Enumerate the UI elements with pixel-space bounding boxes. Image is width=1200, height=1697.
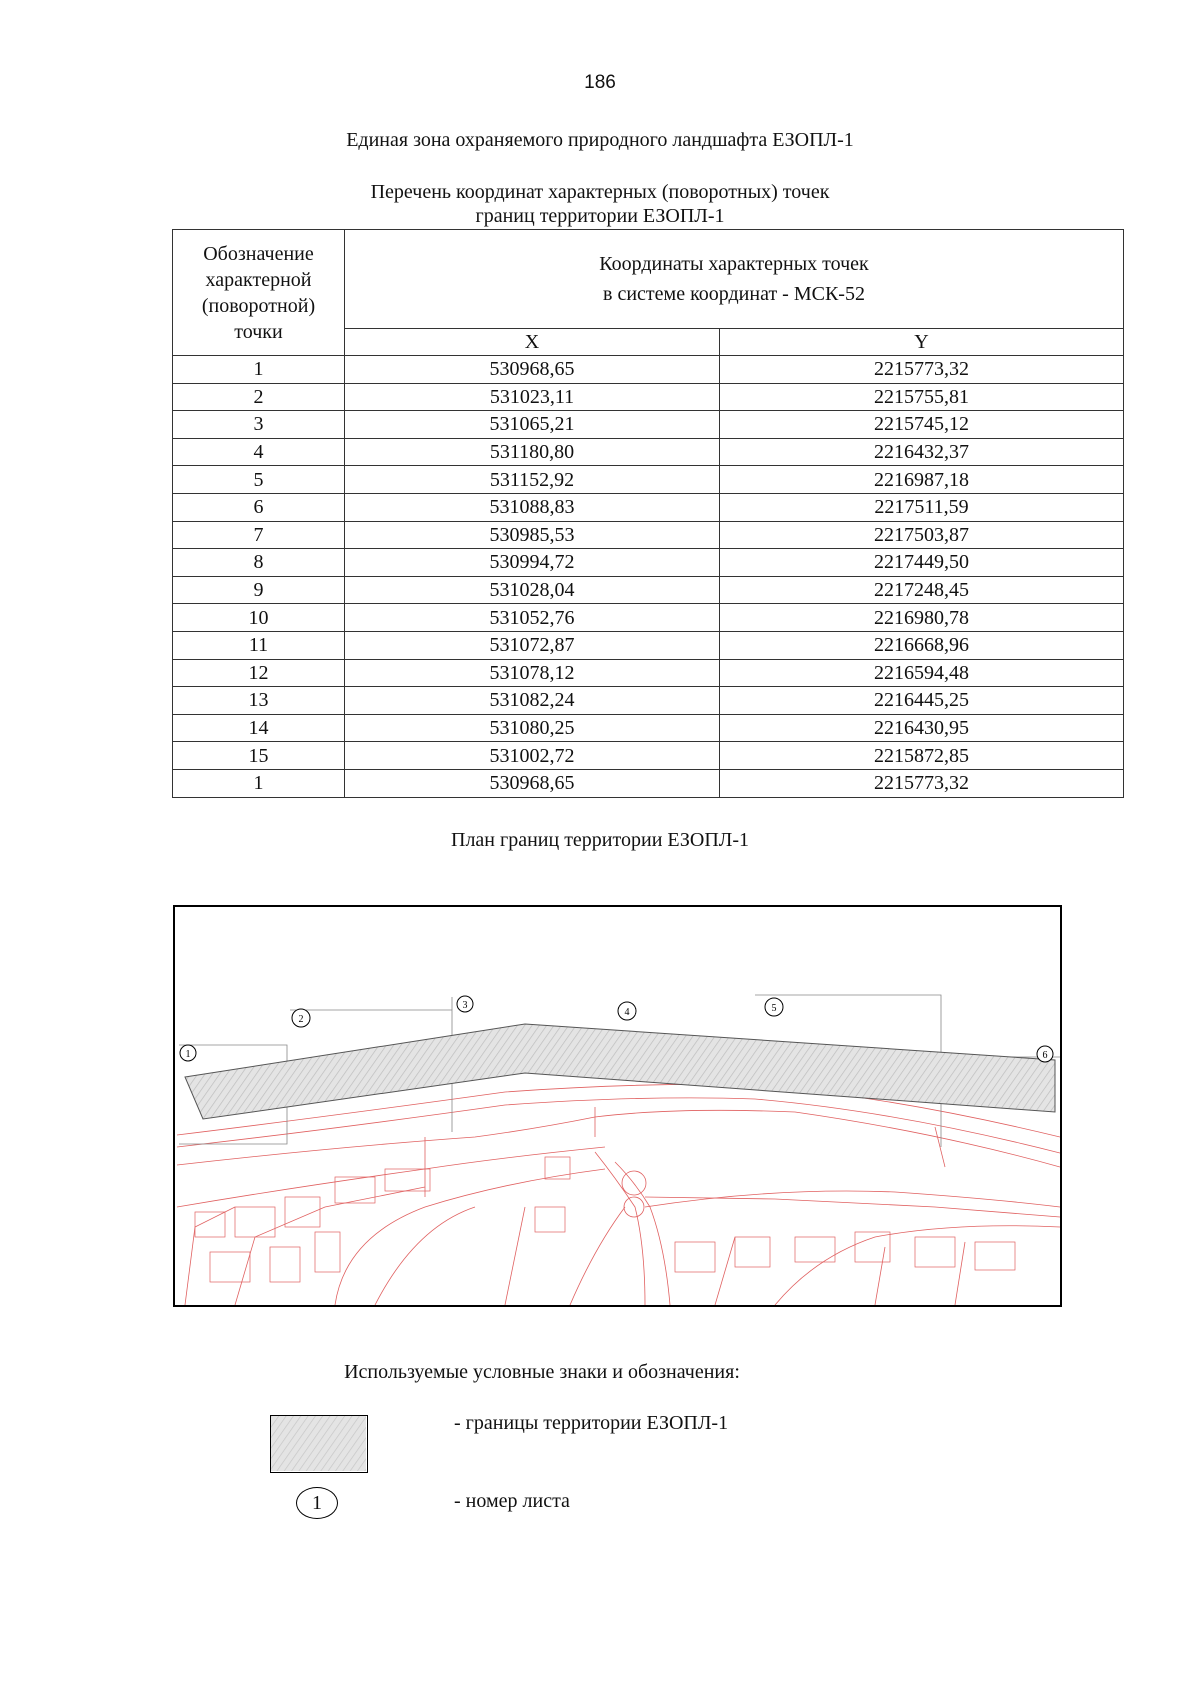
header-coords-line1: Координаты характерных точек [599,253,869,275]
cell-y: 2216668,96 [720,631,1124,659]
coordinates-table [172,229,1124,798]
table-row [173,687,1124,715]
cell-y: 2215745,12 [720,411,1124,439]
cell-x: 531088,83 [345,493,720,521]
table-row [173,604,1124,632]
list-title-line1: Перечень координат характерных (поворотных) точек [370,181,830,203]
cell-x: 531072,87 [345,631,720,659]
header-designation [173,230,345,356]
map-drawing [175,907,1060,1305]
cell-x: 530968,65 [345,356,720,384]
cell-point: 7 [173,521,345,549]
header-coords-line2: в системе координат - МСК-52 [603,283,865,305]
header-y: Y [720,329,1124,356]
legend-sheet-label: - номер листа [454,1490,570,1512]
table-row [173,631,1124,659]
cadastral-parcels [195,1157,1015,1282]
cell-y: 2217503,87 [720,521,1124,549]
legend-title: Используемые условные знаки и обозначения: [344,1361,740,1383]
cell-point: 9 [173,576,345,604]
table-row [173,714,1124,742]
cell-y: 2217511,59 [720,493,1124,521]
table-row [173,521,1124,549]
cell-x: 531152,92 [345,466,720,494]
header-x: X [345,329,720,356]
sheet-marker-label: 5 [771,1003,777,1014]
table-row [173,549,1124,577]
coordinates-body [173,356,1124,798]
cell-x: 531065,21 [345,411,720,439]
sheet-marker-label: 1 [185,1049,191,1060]
cell-point: 6 [173,493,345,521]
legend-boundary-label: - границы территории ЕЗОПЛ-1 [454,1412,729,1434]
list-title-line2: границ территории ЕЗОПЛ-1 [475,205,725,227]
cell-point: 5 [173,466,345,494]
boundary-plan-map [173,905,1062,1307]
header-coordinates [345,230,1124,329]
page-number: 186 [584,72,616,93]
cell-point: 15 [173,742,345,770]
table-row [173,576,1124,604]
cell-y: 2217449,50 [720,549,1124,577]
sheet-marker-4 [618,1002,636,1020]
cell-x: 530994,72 [345,549,720,577]
cell-x: 530985,53 [345,521,720,549]
sheet-marker-label: 3 [462,1000,468,1011]
zone-title: Единая зона охраняемого природного ландшафта ЕЗОПЛ-1 [346,129,854,151]
cell-x: 531028,04 [345,576,720,604]
cell-y: 2215755,81 [720,383,1124,411]
cell-point: 11 [173,631,345,659]
table-row [173,411,1124,439]
cell-x: 531023,11 [345,383,720,411]
cell-point: 2 [173,383,345,411]
cell-y: 2215872,85 [720,742,1124,770]
cell-x: 531082,24 [345,687,720,715]
table-row [173,383,1124,411]
cell-point: 8 [173,549,345,577]
plan-title: План границ территории ЕЗОПЛ-1 [451,829,749,851]
table-row [173,356,1124,384]
table-row [173,769,1124,797]
cell-point: 1 [173,356,345,384]
cadastral-lines [177,1084,1060,1305]
table-row [173,466,1124,494]
cell-x: 531078,12 [345,659,720,687]
cell-x: 530968,65 [345,769,720,797]
cell-point: 10 [173,604,345,632]
table-row [173,742,1124,770]
cell-y: 2216987,18 [720,466,1124,494]
cell-x: 531180,80 [345,438,720,466]
cell-y: 2216980,78 [720,604,1124,632]
table-row [173,659,1124,687]
cell-y: 2217248,45 [720,576,1124,604]
sheet-marker-5 [765,998,783,1016]
sheet-marker-1 [180,1045,196,1061]
cell-point: 13 [173,687,345,715]
legend-boundary-swatch [270,1415,368,1473]
legend-sheet-symbol: 1 [296,1487,338,1519]
cell-point: 4 [173,438,345,466]
cell-y: 2216432,37 [720,438,1124,466]
cell-point: 14 [173,714,345,742]
protected-zone-polygon [185,1024,1055,1119]
sheet-marker-label: 4 [624,1007,630,1018]
cell-y: 2216594,48 [720,659,1124,687]
cell-y: 2215773,32 [720,356,1124,384]
cell-point: 12 [173,659,345,687]
sheet-marker-label: 6 [1042,1050,1048,1061]
table-row [173,438,1124,466]
header-designation-text: Обозначение характерной (поворотной) точки [201,242,316,343]
cell-x: 531052,76 [345,604,720,632]
cell-point: 3 [173,411,345,439]
cell-x: 531002,72 [345,742,720,770]
sheet-marker-6 [1037,1046,1053,1062]
cell-x: 531080,25 [345,714,720,742]
cell-y: 2216445,25 [720,687,1124,715]
table-row [173,493,1124,521]
cell-y: 2216430,95 [720,714,1124,742]
sheet-marker-label: 2 [298,1014,304,1025]
cell-point: 1 [173,769,345,797]
sheet-marker-2 [292,1009,310,1027]
sheet-marker-3 [457,996,473,1012]
cell-y: 2215773,32 [720,769,1124,797]
